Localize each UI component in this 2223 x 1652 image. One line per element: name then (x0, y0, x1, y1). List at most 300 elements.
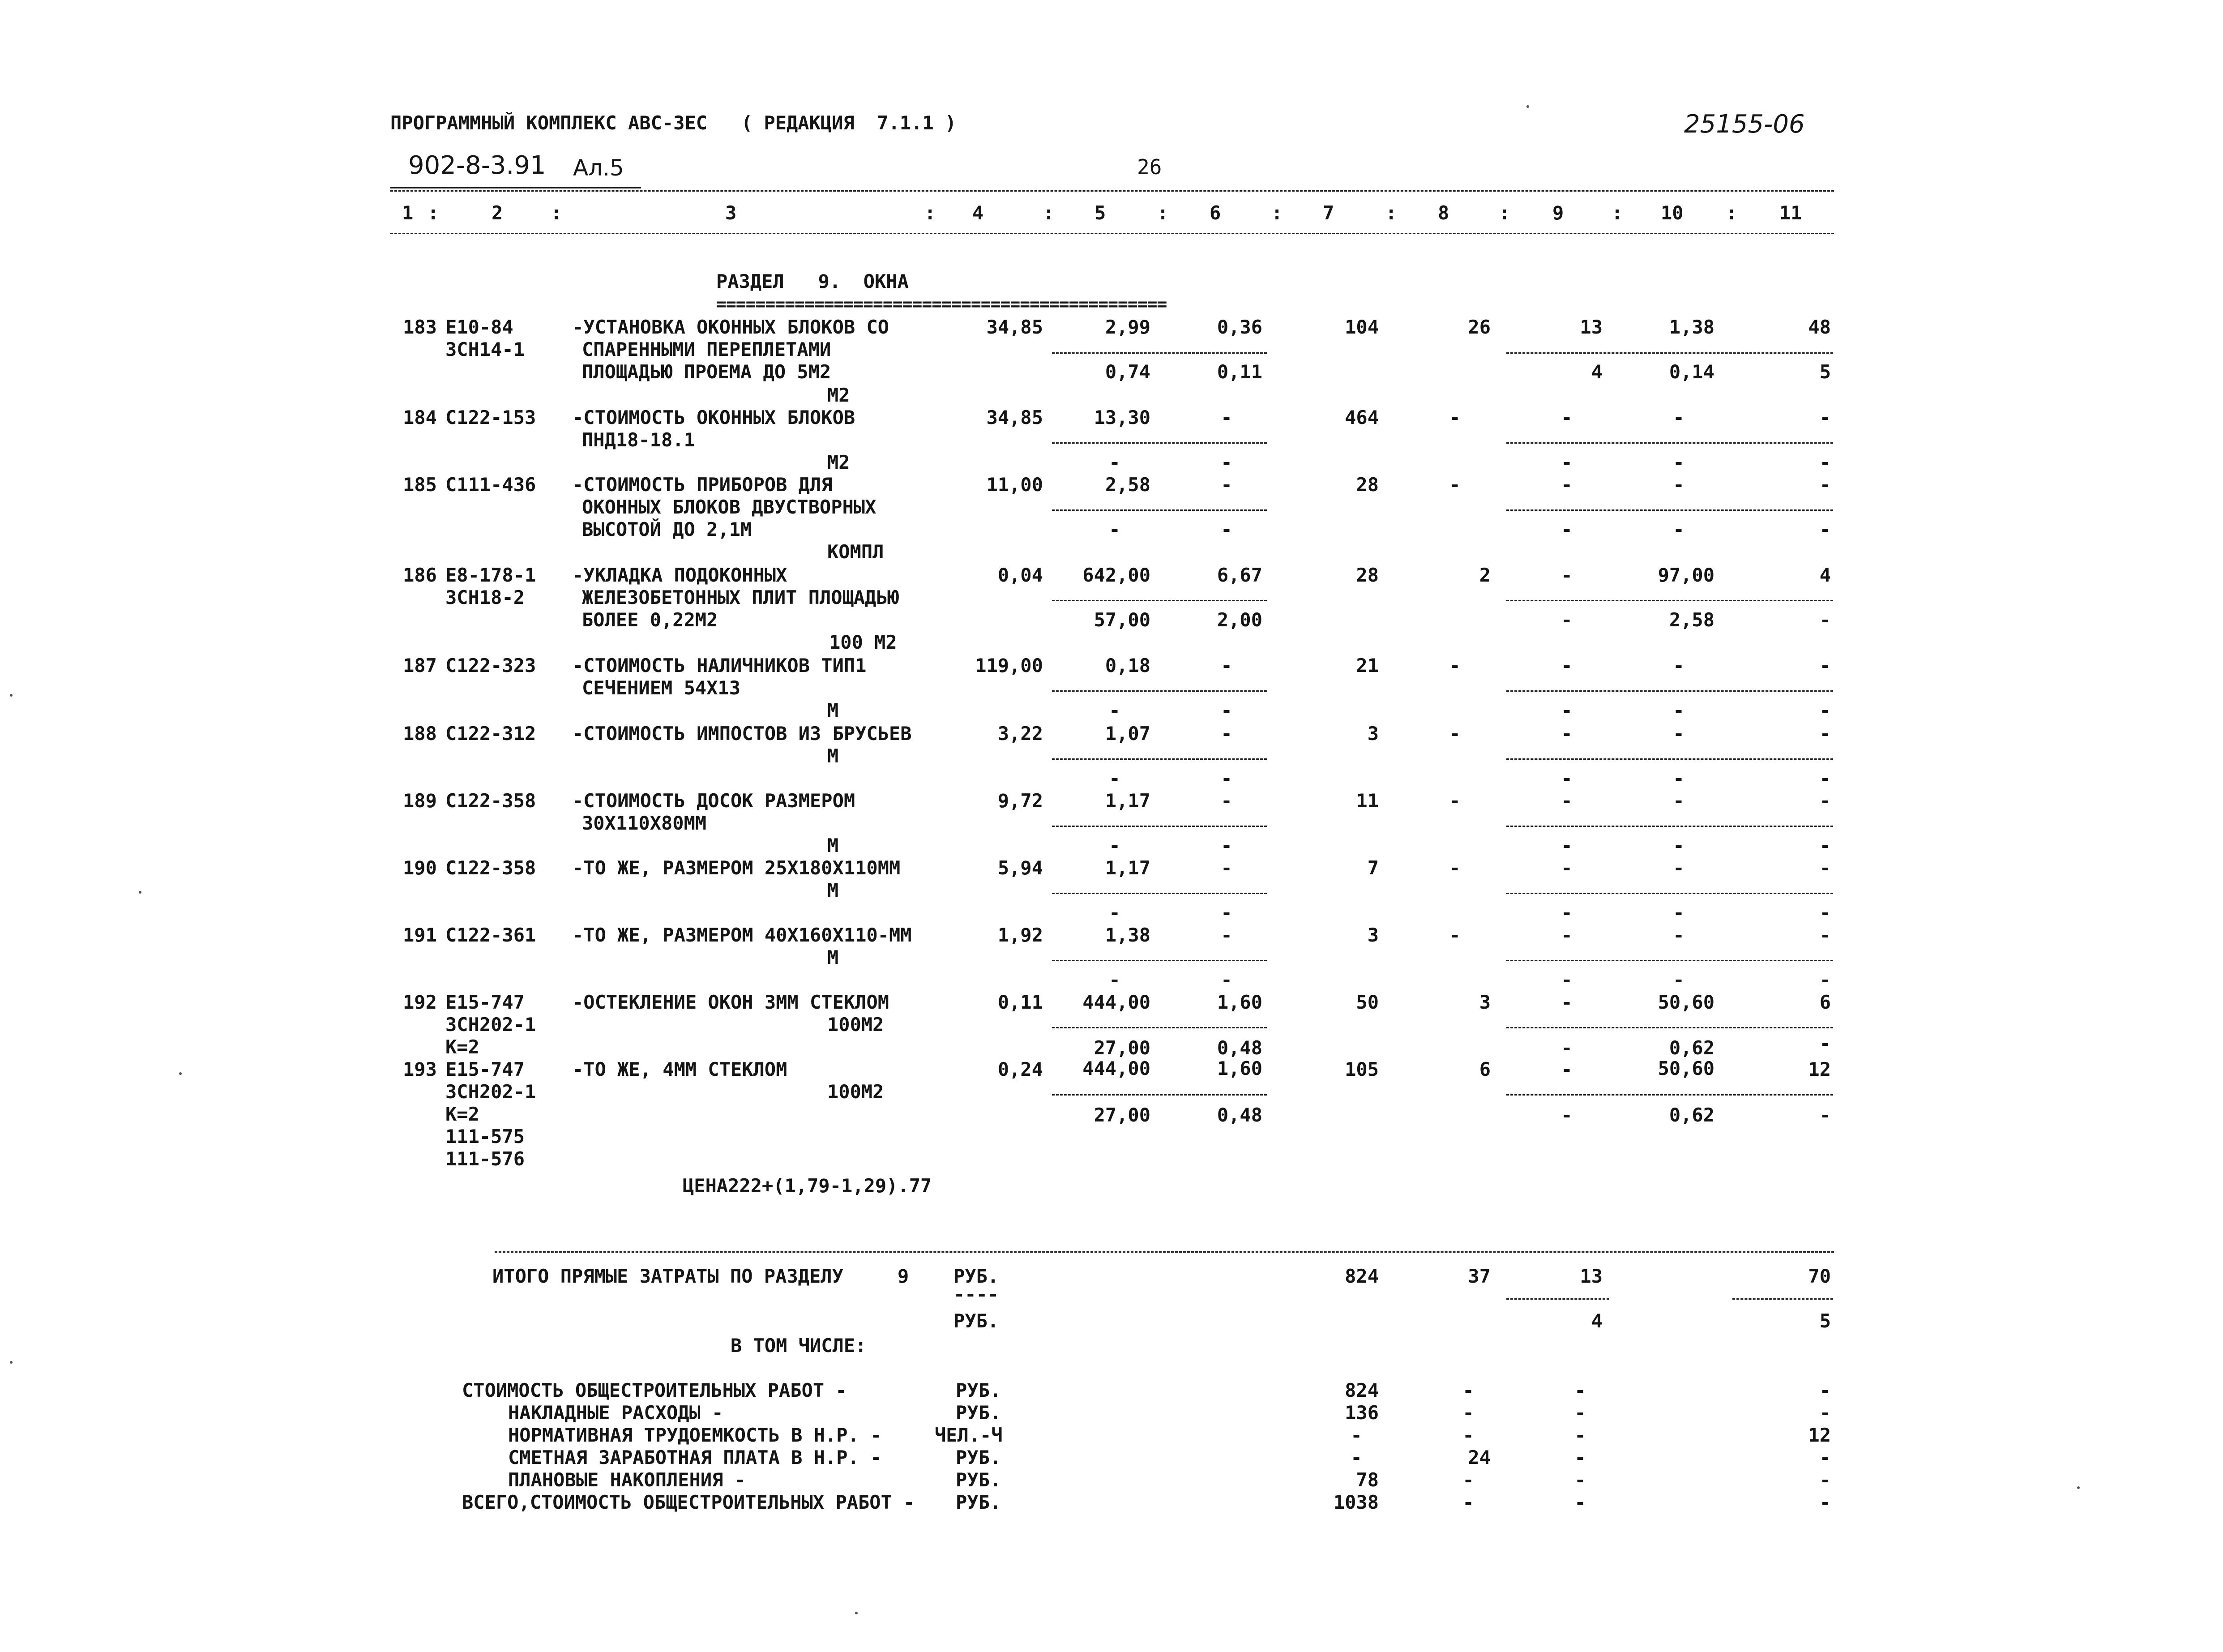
total-machines: - (1561, 474, 1573, 496)
unit-cost-machine-wages: - (1221, 451, 1232, 473)
summary-label: НАКЛАДНЫЕ РАСХОДЫ - (508, 1402, 723, 1424)
total-machine-wages: - (1561, 1037, 1573, 1059)
labour-per-unit: - (1673, 790, 1684, 812)
unit-cost-wages: - (1109, 699, 1120, 721)
summary-label: ПЛАНОВЫЕ НАКОПЛЕНИЯ - (508, 1469, 746, 1491)
labour-total: 4 (1819, 564, 1831, 586)
scan-speck (10, 694, 13, 697)
labour-total-machinists: - (1819, 518, 1831, 540)
work-description-line: СПАРЕННЫМИ ПЕРЕПЛЕТАМИ (582, 338, 831, 360)
scan-speck (2077, 1486, 2080, 1489)
unit-of-measure: 100 М2 (829, 631, 897, 653)
summary-label: НОРМАТИВНАЯ ТРУДОЕМКОСТЬ В Н.Р. - (508, 1424, 882, 1446)
unit-cost-machines: 1,60 (1217, 1057, 1262, 1079)
summary-cost: - (1351, 1447, 1362, 1468)
subtotal-rule (1052, 960, 1267, 961)
unit-cost-wages: - (1109, 969, 1120, 991)
total-machine-wages: - (1561, 451, 1573, 473)
total-cost: 104 (1345, 316, 1379, 338)
including-label: В ТОМ ЧИСЛЕ: (731, 1335, 867, 1357)
subtotal-rule (1506, 960, 1833, 961)
labour-per-unit-machinists: 2,58 (1669, 609, 1714, 631)
summary-wages: 24 (1468, 1447, 1491, 1468)
total-cost: 50 (1356, 991, 1379, 1013)
work-description-line: -СТОИМОСТЬ ОКОННЫХ БЛОКОВ (572, 407, 855, 428)
row-number: 190 (403, 857, 437, 879)
column-header-5: 5 (1094, 202, 1106, 224)
totals-machine-wages: 4 (1591, 1310, 1603, 1332)
price-reference: 111-576 (445, 1148, 525, 1170)
column-separator: : (1726, 202, 1737, 224)
work-description-line: -ТО ЖЕ, РАЗМЕРОМ 40Х160Х110-ММ (572, 924, 912, 946)
work-description-line: БОЛЕЕ 0,22М2 (582, 609, 718, 631)
norm-code: С122-323 (445, 655, 536, 676)
header-bottom-rule (390, 233, 1834, 234)
subtotal-rule (1052, 826, 1267, 827)
labour-total: - (1819, 857, 1831, 879)
labour-per-unit-machinists: - (1673, 969, 1684, 991)
scan-speck (10, 1361, 13, 1364)
work-description-line: -УСТАНОВКА ОКОННЫХ БЛОКОВ СО (572, 316, 889, 338)
total-wages: - (1449, 723, 1461, 745)
unit-of-measure: 100М2 (827, 1014, 884, 1036)
unit-cost-total: 444,00 (1082, 1057, 1150, 1079)
totals-cost: 824 (1345, 1265, 1379, 1287)
totals-unit-dash: ---- (953, 1283, 999, 1305)
quantity: 0,04 (997, 564, 1043, 586)
labour-total-machinists: - (1819, 1104, 1831, 1126)
summary-wages: - (1462, 1491, 1474, 1513)
work-description-line: -СТОИМОСТЬ ИМПОСТОВ ИЗ БРУСЬЕВ (572, 723, 912, 745)
total-wages: - (1449, 924, 1461, 946)
summary-wages: - (1462, 1424, 1474, 1446)
unit-cost-total: 1,17 (1105, 790, 1150, 812)
total-machine-wages: - (1561, 609, 1573, 631)
unit-cost-machines: - (1221, 790, 1232, 812)
doc-number-underline (390, 187, 641, 188)
unit-cost-machines: - (1221, 407, 1232, 428)
unit-cost-machines: 6,67 (1217, 564, 1262, 586)
totals-section-number: 9 (898, 1265, 909, 1287)
column-header-10: 10 (1661, 202, 1684, 224)
labour-total-machinists: - (1819, 767, 1831, 789)
unit-cost-machines: - (1221, 723, 1232, 745)
subtotal-rule (1506, 600, 1833, 601)
section-title: РАЗДЕЛ 9. ОКНА (716, 270, 909, 292)
unit-cost-total: 1,17 (1105, 857, 1150, 879)
labour-per-unit: - (1673, 407, 1684, 428)
work-description-line: ПЛОЩАДЬЮ ПРОЕМА ДО 5М2 (582, 361, 831, 383)
total-cost: 464 (1345, 407, 1379, 428)
unit-of-measure: М (827, 699, 839, 721)
summary-machines: - (1574, 1491, 1586, 1513)
norm-code: Е8-178-1 (445, 564, 536, 586)
row-number: 189 (403, 790, 437, 812)
coefficient: К=2 (445, 1036, 479, 1058)
totals-machines: 13 (1580, 1265, 1603, 1287)
subtotal-rule (1052, 893, 1267, 894)
labour-per-unit: 50,60 (1658, 991, 1714, 1013)
summary-machines: - (1574, 1402, 1586, 1424)
labour-total: 6 (1819, 991, 1831, 1013)
unit-cost-machines: - (1221, 474, 1232, 496)
subtotal-rule (1506, 1094, 1833, 1096)
work-description-line: -ТО ЖЕ, 4ММ СТЕКЛОМ (572, 1058, 787, 1080)
unit-cost-machine-wages: - (1221, 902, 1232, 924)
column-separator: : (1157, 202, 1169, 224)
summary-unit: ЧЕЛ.-Ч (935, 1424, 1003, 1446)
unit-cost-machine-wages: 0,48 (1217, 1037, 1262, 1059)
column-separator: : (1499, 202, 1510, 224)
summary-label: СМЕТНАЯ ЗАРАБОТНАЯ ПЛАТА В Н.Р. - (508, 1447, 882, 1468)
labour-total: 48 (1808, 316, 1831, 338)
total-machines: - (1561, 723, 1573, 745)
quantity: 1,92 (997, 924, 1043, 946)
total-machine-wages: - (1561, 969, 1573, 991)
totals-wages: 37 (1468, 1265, 1491, 1287)
row-number: 186 (403, 564, 437, 586)
unit-cost-wages: - (1109, 767, 1120, 789)
summary-unit: РУБ. (956, 1447, 1001, 1468)
unit-of-measure: М2 (827, 451, 850, 473)
row-number: 193 (403, 1058, 437, 1080)
work-description-line: ПНД18-18.1 (582, 429, 695, 451)
subtotal-rule (1052, 600, 1267, 601)
work-description-line: -ОСТЕКЛЕНИЕ ОКОН 3ММ СТЕКЛОМ (572, 991, 889, 1013)
labour-total-machinists: - (1819, 1032, 1831, 1054)
labour-per-unit: - (1673, 655, 1684, 676)
quantity: 34,85 (986, 407, 1043, 428)
labour-total: - (1819, 474, 1831, 496)
unit-cost-machine-wages: 2,00 (1217, 609, 1262, 631)
total-cost: 7 (1367, 857, 1379, 879)
unit-cost-total: 2,99 (1105, 316, 1150, 338)
column-header-9: 9 (1552, 202, 1564, 224)
summary-labour: - (1819, 1379, 1831, 1401)
summary-wages: - (1462, 1402, 1474, 1424)
totals-labour-machinists: 5 (1819, 1310, 1831, 1332)
labour-total-machinists: 5 (1819, 361, 1831, 383)
unit-cost-wages: 27,00 (1094, 1104, 1150, 1126)
labour-total-machinists: - (1819, 699, 1831, 721)
labour-per-unit-machinists: - (1673, 518, 1684, 540)
unit-cost-wages: - (1109, 835, 1120, 856)
unit-of-measure: М (827, 745, 839, 767)
unit-of-measure: М (827, 835, 839, 856)
summary-cost: 78 (1356, 1469, 1379, 1491)
total-machine-wages: 4 (1591, 361, 1603, 383)
unit-cost-machine-wages: - (1221, 767, 1232, 789)
totals-labour: 70 (1808, 1265, 1831, 1287)
labour-per-unit-machinists: - (1673, 835, 1684, 856)
total-cost: 28 (1356, 474, 1379, 496)
column-header-8: 8 (1438, 202, 1449, 224)
labour-per-unit: - (1673, 474, 1684, 496)
unit-of-measure: КОМПЛ (827, 541, 884, 563)
total-machine-wages: - (1561, 835, 1573, 856)
summary-labour: 12 (1808, 1424, 1831, 1446)
labour-total-machinists: - (1819, 609, 1831, 631)
summary-machines: - (1574, 1469, 1586, 1491)
norm-code: С111-436 (445, 474, 536, 496)
norm-code: С122-153 (445, 407, 536, 428)
scan-speck (1526, 105, 1529, 108)
row-number: 192 (403, 991, 437, 1013)
subtotal-rule (1052, 1027, 1267, 1028)
unit-cost-wages: - (1109, 451, 1120, 473)
totals-unit-secondary: РУБ. (953, 1310, 999, 1332)
unit-cost-machine-wages: - (1221, 518, 1232, 540)
work-description-line: ОКОННЫХ БЛОКОВ ДВУСТВОРНЫХ (582, 496, 876, 518)
unit-cost-machine-wages: 0,48 (1217, 1104, 1262, 1126)
scan-speck (855, 1612, 858, 1614)
column-separator: : (1385, 202, 1397, 224)
unit-cost-total: 444,00 (1082, 991, 1150, 1013)
summary-wages: - (1462, 1379, 1474, 1401)
subtotal-rule (1506, 442, 1833, 444)
row-number: 191 (403, 924, 437, 946)
labour-per-unit-machinists: - (1673, 767, 1684, 789)
total-machines: - (1561, 991, 1573, 1013)
quantity: 0,11 (997, 991, 1043, 1013)
work-description-line: СЕЧЕНИЕМ 54Х13 (582, 677, 741, 699)
column-separator: : (1043, 202, 1055, 224)
labour-total: - (1819, 407, 1831, 428)
quantity: 3,22 (997, 723, 1043, 745)
work-description-line: -СТОИМОСТЬ ДОСОК РАЗМЕРОМ (572, 790, 855, 812)
totals-unit: РУБ. (953, 1265, 999, 1287)
unit-of-measure: М (827, 879, 839, 901)
header-top-rule (390, 190, 1834, 192)
unit-cost-machine-wages: - (1221, 969, 1232, 991)
handwritten-code: 25155-06 (1684, 110, 1805, 139)
work-description-line: -ТО ЖЕ, РАЗМЕРОМ 25Х180Х110ММ (572, 857, 901, 879)
labour-total: - (1819, 924, 1831, 946)
total-machines: - (1561, 1058, 1573, 1080)
subtotal-rule (1506, 758, 1833, 760)
work-description-line: ЖЕЛЕЗОБЕТОННЫХ ПЛИТ ПЛОЩАДЬЮ (582, 586, 899, 608)
labour-total-machinists: - (1819, 969, 1831, 991)
quantity: 5,94 (997, 857, 1043, 879)
column-separator: : (428, 202, 439, 224)
total-machines: - (1561, 857, 1573, 879)
norm-code: С122-361 (445, 924, 536, 946)
unit-cost-machines: - (1221, 655, 1232, 676)
norm-code-secondary: 3СН14-1 (445, 338, 525, 360)
summary-label: ВСЕГО,СТОИМОСТЬ ОБЩЕСТРОИТЕЛЬНЫХ РАБОТ - (462, 1491, 915, 1513)
unit-cost-wages: - (1109, 902, 1120, 924)
summary-cost: 1038 (1333, 1491, 1379, 1513)
unit-cost-wages: 57,00 (1094, 609, 1150, 631)
labour-per-unit: - (1673, 723, 1684, 745)
column-separator: : (551, 202, 562, 224)
row-number: 187 (403, 655, 437, 676)
total-machines: 13 (1580, 316, 1603, 338)
price-reference: 111-575 (445, 1126, 525, 1147)
total-cost: 3 (1367, 924, 1379, 946)
subtotal-rule (1506, 352, 1833, 354)
norm-code-secondary: 3СН18-2 (445, 586, 525, 608)
norm-code: С122-358 (445, 857, 536, 879)
summary-labour: - (1819, 1402, 1831, 1424)
column-header-2: 2 (492, 202, 503, 224)
subtotal-rule (1506, 1027, 1833, 1028)
subtotal-rule (1052, 352, 1267, 354)
column-header-11: 11 (1779, 202, 1802, 224)
norm-code: Е15-747 (445, 991, 525, 1013)
labour-total-machinists: - (1819, 451, 1831, 473)
summary-label: СТОИМОСТЬ ОБЩЕСТРОИТЕЛЬНЫХ РАБОТ - (462, 1379, 847, 1401)
scan-speck (139, 891, 141, 894)
labour-total-machinists: - (1819, 835, 1831, 856)
summary-cost: 824 (1345, 1379, 1379, 1401)
summary-labour: - (1819, 1469, 1831, 1491)
unit-cost-total: 2,58 (1105, 474, 1150, 496)
column-header-1: 1 (402, 202, 414, 224)
price-formula: ЦЕНА222+(1,79-1,29).77 (683, 1175, 932, 1197)
total-wages: - (1449, 655, 1461, 676)
total-machines: - (1561, 655, 1573, 676)
work-description-line: -УКЛАДКА ПОДОКОННЫХ (572, 564, 787, 586)
labour-per-unit-machinists: 0,62 (1669, 1037, 1714, 1059)
labour-total: 12 (1808, 1058, 1831, 1080)
quantity: 11,00 (986, 474, 1043, 496)
total-wages: 2 (1479, 564, 1491, 586)
labour-per-unit: 97,00 (1658, 564, 1714, 586)
totals-top-rule (495, 1251, 1834, 1253)
labour-total-machinists: - (1819, 902, 1831, 924)
labour-per-unit: 1,38 (1669, 316, 1714, 338)
unit-cost-total: 13,30 (1094, 407, 1150, 428)
unit-cost-machines: - (1221, 857, 1232, 879)
subtotal-rule (1506, 893, 1833, 894)
column-header-4: 4 (972, 202, 984, 224)
column-separator: : (1271, 202, 1283, 224)
column-separator: : (1612, 202, 1623, 224)
norm-code: С122-312 (445, 723, 536, 745)
subtotal-rule (1506, 1298, 1609, 1300)
coefficient: К=2 (445, 1103, 479, 1125)
labour-total: - (1819, 655, 1831, 676)
summary-labour: - (1819, 1491, 1831, 1513)
unit-cost-machines: - (1221, 924, 1232, 946)
labour-per-unit-machinists: - (1673, 699, 1684, 721)
unit-cost-wages: - (1109, 518, 1120, 540)
labour-per-unit-machinists: 0,14 (1669, 361, 1714, 383)
total-machine-wages: - (1561, 699, 1573, 721)
total-wages: - (1449, 857, 1461, 879)
labour-total: - (1819, 723, 1831, 745)
subtotal-rule (1052, 509, 1267, 511)
quantity: 34,85 (986, 316, 1043, 338)
row-number: 188 (403, 723, 437, 745)
unit-cost-total: 1,38 (1105, 924, 1150, 946)
album-number: Ал.5 (573, 155, 624, 181)
summary-unit: РУБ. (956, 1491, 1001, 1513)
subtotal-rule (1052, 442, 1267, 444)
quantity: 0,24 (997, 1058, 1043, 1080)
quantity: 119,00 (975, 655, 1043, 676)
total-cost: 11 (1356, 790, 1379, 812)
unit-cost-machines: 0,36 (1217, 316, 1262, 338)
total-wages: 6 (1479, 1058, 1491, 1080)
total-wages: - (1449, 474, 1461, 496)
row-number: 183 (403, 316, 437, 338)
total-machines: - (1561, 407, 1573, 428)
total-machine-wages: - (1561, 767, 1573, 789)
total-machine-wages: - (1561, 902, 1573, 924)
total-wages: - (1449, 407, 1461, 428)
summary-labour: - (1819, 1447, 1831, 1468)
subtotal-rule (1732, 1298, 1833, 1300)
total-cost: 3 (1367, 723, 1379, 745)
labour-total: - (1819, 790, 1831, 812)
unit-of-measure: М2 (827, 384, 850, 406)
subtotal-rule (1506, 826, 1833, 827)
summary-unit: РУБ. (956, 1379, 1001, 1401)
labour-per-unit-machinists: - (1673, 902, 1684, 924)
work-description-line: ВЫСОТОЙ ДО 2,1М (582, 518, 752, 540)
total-machines: - (1561, 564, 1573, 586)
section-underline: ============================================== (716, 294, 1167, 314)
summary-cost: - (1351, 1424, 1362, 1446)
page-number: 26 (1137, 155, 1162, 179)
subtotal-rule (1052, 690, 1267, 692)
total-cost: 105 (1345, 1058, 1379, 1080)
scan-speck (179, 1072, 182, 1075)
unit-cost-total: 642,00 (1082, 564, 1150, 586)
unit-cost-wages: 27,00 (1094, 1037, 1150, 1059)
unit-of-measure: 100М2 (827, 1081, 884, 1103)
row-number: 185 (403, 474, 437, 496)
labour-per-unit: - (1673, 857, 1684, 879)
summary-unit: РУБ. (956, 1469, 1001, 1491)
norm-code: С122-358 (445, 790, 536, 812)
norm-code: Е10-84 (445, 316, 513, 338)
subtotal-rule (1052, 1094, 1267, 1096)
summary-unit: РУБ. (956, 1402, 1001, 1424)
total-wages: 26 (1468, 316, 1491, 338)
norm-code-secondary: 3СН202-1 (445, 1014, 536, 1036)
summary-machines: - (1574, 1379, 1586, 1401)
unit-cost-machine-wages: 0,11 (1217, 361, 1262, 383)
column-header-6: 6 (1210, 202, 1221, 224)
total-wages: 3 (1479, 991, 1491, 1013)
labour-per-unit-machinists: - (1673, 451, 1684, 473)
summary-machines: - (1574, 1424, 1586, 1446)
total-machine-wages: - (1561, 518, 1573, 540)
unit-of-measure: М (827, 946, 839, 968)
quantity: 9,72 (997, 790, 1043, 812)
unit-cost-machine-wages: - (1221, 699, 1232, 721)
labour-per-unit-machinists: 0,62 (1669, 1104, 1714, 1126)
column-header-3: 3 (725, 202, 737, 224)
column-separator: : (924, 202, 936, 224)
column-header-7: 7 (1323, 202, 1334, 224)
summary-wages: - (1462, 1469, 1474, 1491)
work-description-line: -СТОИМОСТЬ ПРИБОРОВ ДЛЯ (572, 474, 833, 496)
total-machines: - (1561, 924, 1573, 946)
unit-cost-wages: 0,74 (1105, 361, 1150, 383)
total-cost: 28 (1356, 564, 1379, 586)
doc-number: 902-8-3.91 (408, 151, 546, 180)
total-cost: 21 (1356, 655, 1379, 676)
unit-cost-machine-wages: - (1221, 835, 1232, 856)
total-wages: - (1449, 790, 1461, 812)
total-machines: - (1561, 790, 1573, 812)
subtotal-rule (1052, 758, 1267, 760)
totals-label: ИТОГО ПРЯМЫЕ ЗАТРАТЫ ПО РАЗДЕЛУ (492, 1265, 843, 1287)
